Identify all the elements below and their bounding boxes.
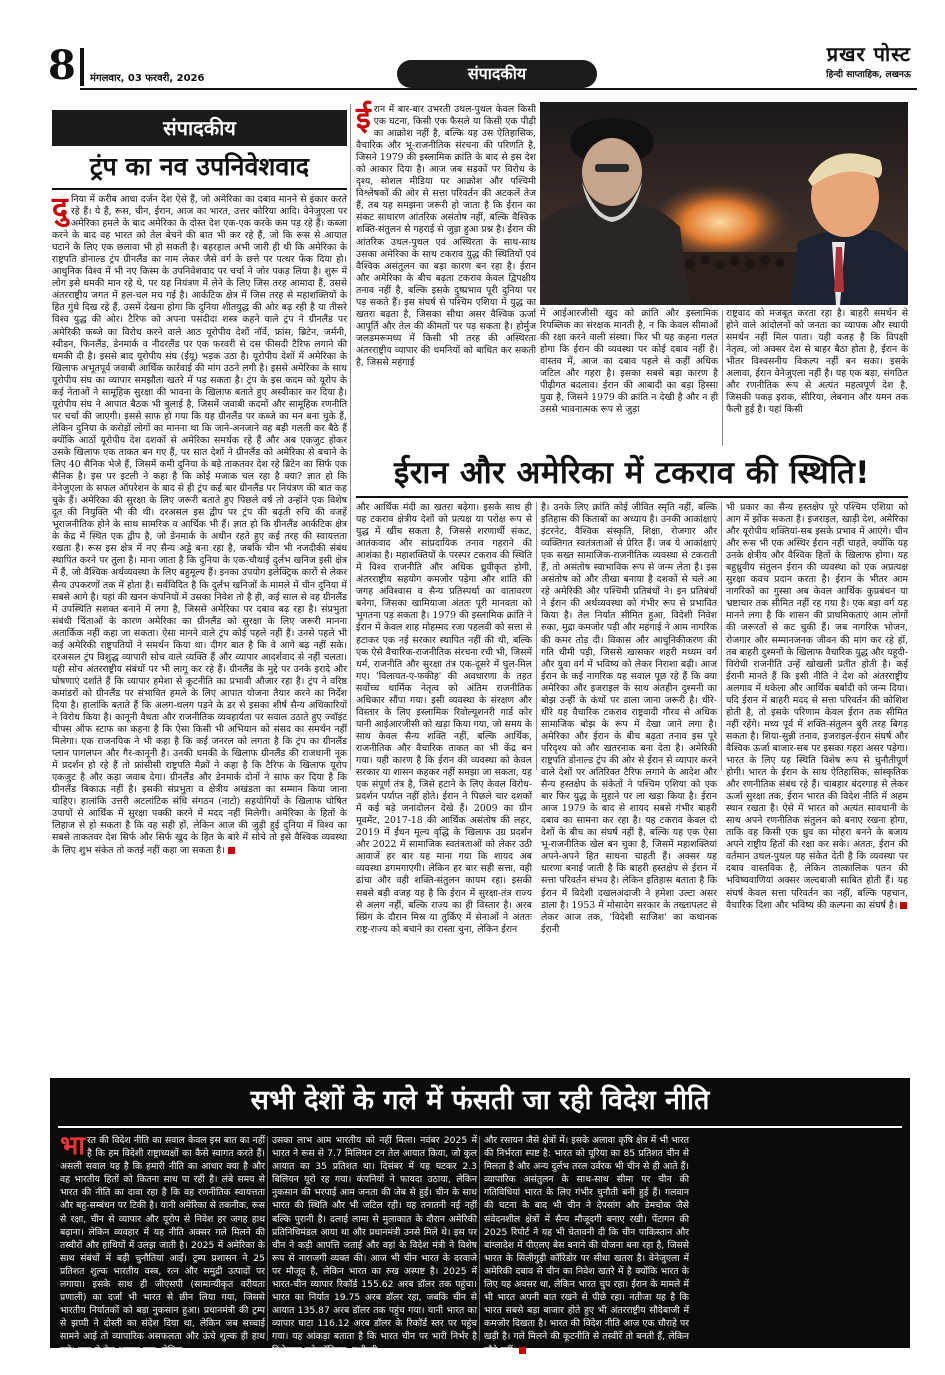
iran-headline: ईरान और अमेरिका में टकराव की स्थिति!	[394, 455, 870, 491]
foreign-policy-col3	[484, 1134, 690, 1356]
foreign-policy-col1	[60, 1131, 265, 1356]
foreign-policy-section	[50, 1078, 910, 1356]
iran-intro-text: रान में बार-बार उभरती उथल-पुथल केवल किसी एक घटना, किसी एक फैसले या किसी एक पीढ़ी का आक्रोश नहीं है, बल्कि यह उस ऐतिहासिक, वैचारिक और भू-राजनीतिक संरचना की परिणति है, जिसने 1979 की इस्लामिक क्रांति के बाद से इस देश को आकार दिया है। आज जब सड़कों पर विरोध के दृश्य, सोशल मीडिया पर आक्रोश और पश्चिमी विश्लेषकों की ओर से सत्ता परिवर्तन की अटकलें तेज हैं, तब यह समझना जरूरी हो जाता है कि ईरान का संकट साधारण आंतरिक असंतोष नहीं, बल्कि वैश्विक शक्ति-संतुलन से गहराई से जुड़ा हुआ प्रश्न है। ईरान की आंतरिक उथल-पुथल एवं अस्थिरता के साथ-साथ उसका अमेरिका के साथ टकराव युद्ध की स्थितियों एवं वैश्विक असंतुलन का बड़ा कारण बन रहा है। ईरान और अमेरिका के बीच बढ़ता टकराव केवल द्विपक्षीय तनाव नहीं है, बल्कि इसके दुष्प्रभाव पूरी दुनिया पर पड़ सकते हैं। इस संघर्ष से पश्चिम एशिया में युद्ध का खतरा बढ़ता है, जिसका सीधा असर वैश्विक ऊर्जा आपूर्ति और तेल की कीमतों पर पड़ सकता है। होर्मुज जलडमरूमध्य में किसी भी तरह की अस्थिरता अंतरराष्ट्रीय व्यापार की धमनियों को बाधित कर सकती है, जिससे महंगाई	[356, 104, 536, 368]
editorial-text: निया में करीब आधा दर्जन देश ऐसे हैं, जो अमेरिका का दबाव मानने से इंकार करते रहे हैं। ये हैं, रूस, चीन, ईरान, आज का भारत, उत्तर कोरिया आदि। वेनेजुएला पर अमेरिका हमले के बाद अमेरिका के दोस्त देश एक-एक करके कम पड़ रहे हैं। कब्जा करने के बाद वह भारत को तेल बेचने की बात भी कर रहे हैं, जो कि रूस से आयात घटाने के लिए एक छलावा भी हो सकती है। बहरहाल अभी जारी ही थी कि अमेरिका के राष्ट्रपति डोनाल्ड ट्रंप ग्रीनलैंड का नाम लेकर जैसे वर्ग के छत्ते पर पत्थर फेंक दिया हो। आधुनिक विश्व में भी नए किस्म के उपनिवेशवाद पर चर्चा ने जोर पकड़ लिया है। शुरू में लोग इसे धमकी मान रहे थे, पर यह नियंत्रण में लेने के लिए जिस तरह आमादा हैं, उससे अंतरराष्ट्रीय जगत में हल-चल मच गई है। आर्कटिक क्षेत्र में जिस तरह से महाशक्तियों के हित गुंथे दिख रहे हैं, उसमें देखना होगा कि दुनिया शीतयुद्ध की ओर बढ़ रही है या तीसरे विश्व युद्ध की ओर। टैरिफ को अपना पसंदीदा शस्त्र कहने वाले ट्रंप ने ग्रीनलैंड पर अमेरिकी कब्जे का विरोध करने वाले आठ यूरोपीय देशों नॉर्वे, फ्रांस, ब्रिटेन, जर्मनी, स्वीडन, फिनलैंड, डेनमार्क व नीदरलैंड पर एक फरवरी से दस फीसदी टैरिफ लगाने की धमकी दी है। इससे बाद यूरोपीय संघ (ईयू) भड़क उठा है। यूरोपीय देशों में अमेरिका के खिलाफ अभूतपूर्व जवाबी आर्थिक कार्रवाई की मांग उठने लगी है। इससे अमेरिका के साथ यूरोपीय संघ का व्यापार समझौता खतरे में पड़ सकता है। ट्रंप के इस कदम को यूरोप के कई नेताओं ने सामूहिक सुरक्षा की भावना के खिलाफ बताते हुए अस्वीकार कर दिया है। यूरोपीय संघ ने आपात बैठक भी बुलाई है, जिसमें जवाबी कदमों और सामूहिक रणनीति पर चर्चा की जाएगी। इससे साफ हो गया कि यह ग्रीनलैंड पर कब्जे का मन बना चुके हैं, लेकिन दुनिया के करोड़ों लोगों का मानना था कि जाने-अनजाने वह बड़ी गलती कर बैठे हैं क्योंकि आठों यूरोपीय देश दशकों से अमेरिका समर्थक रहे हैं और अब एकजुट होकर उसके खिलाफ एक ताकत बन गए हैं, पर सात देशों ने ग्रीनलैंड को अमेरिका से बचाने के लिए 40 सैनिक भेजे हैं, जिसमें कमी दुनिया के बड़े ताकतवर देश रहे ब्रिटेन का सिर्फ एक सैनिक है। इस पर इटली ने कहा है कि कोई मजाक चल रहा है क्या? ज्ञात हो कि वेनेजुएला के सफल ऑपरेशन के बाद से ही ट्रंप कई बार ग्रीनलैंड पर नियंत्रण की बात कह चुके हैं। अमेरिका की सुरक्षा के लिए जरूरी बताते हुए पिछले वर्ष तो उन्होंने एक विशेष दूत की नियुक्ति भी की थी। दरअसल इस द्वीप पर ट्रंप की बढ़ती रुचि की वजहें भूराजनीतिक होने के साथ सामरिक व आर्थिक भी हैं। ज्ञात हो कि ग्रीनलैंड आर्कटिक क्षेत्र के केंद्र में स्थित एक द्वीप है, जो डेनमार्क के अधीन रहते हुए कई तरह की स्वायत्तता रखता है। रूस इस क्षेत्र में नए सैन्य अड्डे बना रहा है, जबकि चीन भी नजदीकी संबंध स्थापित करने पर तुला है। माना जाता है कि दुनिया के एक-चौथाई दुर्लभ खनिज इसी क्षेत्र में हैं, जो वैश्विक अर्थव्यवस्था के लिए बहुमूल्य हैं। इनका उपयोग इलेक्ट्रिक कारों से लेकर सैन्य उपकरणों तक में होता है। सर्वविदित है कि दुर्लभ खनिजों के मामले में चीन दुनिया में सबसे आगे है। यहां की खनन कंपनियों में उसका निवेश तो है ही, कई साल से वह ग्रीनलैंड में उपस्थिति सशक्त बनाने में लगा है, जिससे अमेरिका पर दबाव बढ़ रहा है। संप्रभुता संबंधी चिंताओं के कारण अमेरिका का ग्रीनलैंड को सुरक्षा के लिए जरूरी मानना अतार्किक नहीं कहा जा सकता। ऐसा मानने वाले ट्रंप कोई पहले नहीं हैं। उनसे पहले भी कई अमेरिकी राष्ट्रपतियों ने समर्थन किया था। दीगर बात है कि वे आगे बढ़ नहीं सके। दरअसल ट्रंप विशुद्ध व्यापारी सोच वाले व्यक्ति हैं और व्यापार आदर्शवाद से नहीं चलता। यही सोच अंतरराष्ट्रीय संबंधों पर भी लागू कर रहे हैं। ग्रीनलैंड के मुद्दे पर उनके इरादे और घोषणाएं दर्शाते हैं कि व्यापार हमेशा से कूटनीति का प्रभावी औजार रहा है। ट्रंप ने वरिष्ठ कमांडरों को ग्रीनलैंड पर संभावित हमले के लिए आपात योजना तैयार करने का निर्देश दिया है। हालांकि बताते हैं कि अलग-थलग पड़ने के डर से इसका शीर्ष सैन्य अधिकारियों ने विरोध किया है। कानूनी वैधता और राजनीतिक व्यवहार्यता पर सवाल उठाते हुए ज्वॉइंट चीफ्स ऑफ स्टाफ का कहना है कि ऐसा किसी भी अभियान को संसद का समर्थन नहीं मिलेगा। एक राजनयिक ने भी कहा है कि कई जनरल को लगता है कि ट्रंप का ग्रीनलैंड प्लान पागलपन और गैर-कानूनी है। उनकी धमकी के खिलाफ ग्रीनलैंड की राजधानी नूक में प्रदर्शन हो रहे हैं तो फ्रांसीसी राष्ट्रपति मैक्रों ने कहा है कि टैरिफ के खिलाफ यूरोप एकजुट है और कड़ा जवाब देगा। ग्रीनलैंड और डेनमार्क दोनों ने साफ कर दिया है कि ग्रीनलैंड बिकाऊ नहीं है। इसकी संप्रभुता व क्षेत्रीय अखंडता का सम्मान किया जाना चाहिए। हालांकि उत्तरी अटलांटिक संधि संगठन (नाटो) सहयोगियों के खिलाफ घोषित उपायों से आर्थिक में सुरक्षा पक्की करने में मदद नहीं मिलेगी। अमेरिका के हितों के लिहाज से हो सकता है कि वह सही हों, लेकिन आज की जुड़ी हुई दुनिया में विश्व का सबसे ताकतवर देश सिर्फ और सिर्फ खुद के हित के बारे में सोचे तो इसे वैश्विक व्यवस्था के लिए शुभ संकेत तो कतई नहीं कहा जा सकता है।	[52, 194, 347, 856]
page-header	[42, 38, 917, 96]
khamenei-trump-photo	[540, 102, 908, 305]
iran-article-col4: राष्ट्रवाद को मजबूत करता रहा है। बाहरी समर्थन से होने वाले आंदोलनों को जनता का व्यापक और स्थायी समर्थन नहीं मिल पाता। यही वजह है कि विपक्षी नेतृत्व, जो अक्सर देश से बाहर बैठा होता है, ईरान के भीतर विश्वसनीय विकल्प नहीं बन सका। इसके अलावा, ईरान वेनेजुएला नहीं है। यह एक बड़ा, संगठित और रणनीतिक रूप से अत्यंत महत्वपूर्ण देश है, जिसकी पकड़ इराक, सीरिया, लेबनान और यमन तक फैली हुई है। यहां किसी	[726, 308, 908, 416]
iran-headline-rule	[356, 496, 908, 498]
fp-col1-text: रत की विदेश नीति का सवाल केवल इस बात का नहीं है कि हम विदेशी राष्ट्राध्यक्षों का कैसे स्वागत करते हैं। असली सवाल यह है कि हमारी नीति का आधार क्या है और वह भारतीय हितों को कितना साध पा रही है। लंबे समय से भारत की नीति का दावा रहा है कि वह रणनीतिक स्वायत्तता और बहु-सम्बंधन पर टिकी है। यानी अमेरिका से तकनीक, रूस से रक्षा, चीन से व्यापार और यूरोप से निवेश हर जगह हाथ बढ़ाना। लेकिन व्यवहार में यह नीति अक्सर गले मिलने की तस्वीरों और हाथियों में उलझ जाती है। 2025 में अमेरिका के साथ संबंधों में बड़ी चुनौतियां आईं। ट्रम्प प्रशासन ने 25 प्रतिशत शुल्क भारतीय वस्त्र, रत्न और समुद्री उत्पादों पर लगाया। इसके साथ ही जीएसपी (सामान्यीकृत वरीयता प्रणाली) का दर्जा भी भारत से छीन लिया गया, जिससे भारतीय निर्यातकों को बड़ा नुकसान हुआ। प्रधानमंत्री की ट्रम्प से झप्पी ने दोस्ती का संदेश दिया था, लेकिन जब सच्चाई सामने आई तो व्यापारिक असफलता और ऊंचे शुल्क ही हाथ लगे। रूस से तेल आयात बढ़ा, लेकिन	[60, 1135, 265, 1356]
end-mark-icon	[900, 902, 907, 909]
masthead	[826, 40, 911, 80]
issue-date: मंगलवार, 03 फरवरी, 2026	[90, 73, 205, 84]
column-divider	[721, 502, 722, 770]
column-divider	[267, 1136, 268, 1341]
header-divider	[80, 48, 84, 86]
brand-name: प्रखर पोस्ट	[826, 42, 911, 66]
drop-cap: भा	[60, 1131, 86, 1161]
column-divider	[536, 502, 537, 770]
column-divider	[350, 104, 351, 770]
iran-article-intro	[356, 101, 536, 444]
foreign-policy-headline: सभी देशों के गले में फंसती जा रही विदेश नीति	[250, 1085, 710, 1116]
foreign-policy-rule	[58, 1126, 902, 1128]
iran-article-col3: में आईआरजीसी खुद को क्रांति और इस्लामिक रिपब्लिक का संरक्षक मानती है, न कि केवल सीमाओं की रक्षा करने वाली संस्था। फिर भी यह कहना गलत होगा कि ईरान की व्यवस्था पर कोई दबाव नहीं है। वास्तव में, आज का दबाव पहले से कहीं अधिक जटिल और गहरा है। इसका सबसे बड़ा कारण है पीढ़ीगत बदलाव। ईरान की आबादी का बड़ा हिस्सा युवा है, जिसने 1979 की क्रांति न देखी है और न ही उससे भावनात्मक रूप से जुड़ा	[540, 308, 718, 416]
column-divider	[722, 310, 723, 446]
news-photo-illustration	[540, 102, 908, 305]
editorial-title: ट्रंप का नव उपनिवेशवाद	[89, 152, 310, 181]
iran-article-colB: है। उनके लिए क्रांति कोई जीवित स्मृति नहीं, बल्कि इतिहास की किताबों का अध्याय है। उनकी आकांक्षाएं इंटरनेट, वैश्विक संस्कृति, शिक्षा, रोजगार और व्यक्तिगत स्वतंत्रताओं से प्रेरित हैं। जब ये आकांक्षाएं एक सख्त सामाजिक-राजनीतिक व्यवस्था से टकराती हैं, तो असंतोष स्वाभाविक रूप से जन्म लेता है। इस असंतोष को और तीखा बनाया है दशकों से चले आ रहे अमेरिकी और पश्चिमी प्रतिबंधों ने। इन प्रतिबंधों ने ईरान की अर्थव्यवस्था को गंभीर रूप से प्रभावित किया है। तेल निर्यात सीमित हुआ, विदेशी निवेश रुका, मुद्रा कमजोर पड़ी और महंगाई ने आम नागरिक की कमर तोड़ दी। विकास और आधुनिकीकरण की गति धीमी पड़ी, जिससे खासकर शहरी मध्यम वर्ग और युवा वर्ग में भविष्य को लेकर निराशा बढ़ी। आज ईरान के कई नागरिक यह सवाल पूछ रहे हैं कि क्या अमेरिका और इजराइल के साथ अंतहीन दुश्मनी का बोझ उन्हीं के कंधों पर डाला जाना जरूरी है। धीरे-धीरे यह वैचारिक टकराव राष्ट्रवादी गौरव से अधिक सामाजिक बोझ के रूप में देखा जाने लगा है। अमेरिका और ईरान के बीच बढ़ता तनाव इस पूरे परिदृश्य को और खतरनाक बना देता है। अमेरिकी राष्ट्रपति डोनाल्ड ट्रंप की ओर से ईरान से व्यापार करने वाले देशों पर अतिरिक्त टैरिफ लगाने के आदेश और सैन्य हस्तक्षेप के संकेतों ने पश्चिम एशिया को एक बार फिर युद्ध के मुहाने पर ला खड़ा किया है। ईरान आज 1979 के बाद से शायद सबसे गंभीर बाहरी दबाव का सामना कर रहा है। यह टकराव केवल दो देशों के बीच का संघर्ष नहीं है, बल्कि यह एक ऐसा भू-राजनीतिक खेल बन चुका है, जिसमें महाशक्तियां अपने-अपने हित साधना चाहती हैं। अक्सर यह धारणा बनाई जाती है कि बाहरी हस्तक्षेप से ईरान में सत्ता परिवर्तन संभव है। लेकिन इतिहास बताता है कि ईरान में विदेशी दखलअंदाजी ने हमेशा उल्टा असर डाला है। 1953 में मोसादेग सरकार के तख्तापलट से लेकर आज तक, 'विदेशी साजिश' का कथानक ईरानी	[541, 502, 717, 935]
fp-col4-text: गले मिलने की कूटनीति से तस्वीरें तो बनती हैं, लेकिन सौदे नहीं।	[484, 1331, 690, 1356]
iran-article-colA: और आर्थिक मंदी का खतरा बढ़ेगा। इसके साथ ही यह टकराव क्षेत्रीय देशों को प्रत्यक्ष या परोक्ष रूप से युद्ध में खींच सकता है, जिससे शरणार्थी संकट, आतंकवाद और सांप्रदायिक तनाव गहराने की आशंका है। महाशक्तियों के परस्पर टकराव की स्थिति में विश्व राजनीति और अधिक ध्रुवीकृत होगी, अंतरराष्ट्रीय सहयोग कमजोर पड़ेगा और शांति की जगह अविश्वास व सैन्य प्रतिस्पर्धा का वातावरण बनेगा, जिसका खामियाजा अंततः पूरी मानवता को भुगतना पड़ सकता है। 1979 की इस्लामिक क्रांति ने ईरान में केवल शाह मोहम्मद रजा पहलवी को सत्ता से हटाकर एक नई सरकार स्थापित नहीं की थी, बल्कि एक ऐसे वैचारिक-राजनीतिक संरचना रची भी, जिसमें धर्म, राजनीति और सुरक्षा तंत्र एक-दूसरे में घुल-मिल गए। 'विलायत-ए-फकीह' की अवधारणा के तहत सर्वोच्च धार्मिक नेतृत्व को अंतिम राजनीतिक अधिकार सौंपा गया। इसी व्यवस्था के संरक्षण और विस्तार के लिए इस्लामिक रिवोल्यूशनरी गार्ड कोर यानी आईआरजीसी को खड़ा किया गया, जो समय के साथ केवल सैन्य शक्ति नहीं, बल्कि आर्थिक, राजनीतिक और वैचारिक ताकत का भी केंद्र बन गया। यही कारण है कि ईरान की व्यवस्था को केवल सरकार या शासन कहकर नहीं समझा जा सकता, यह एक संपूर्ण तंत्र है, जिसे हटाने के लिए केवल विरोध-प्रदर्शन पर्याप्त नहीं होते। ईरान ने पिछले चार दशकों में कई बड़े जनांदोलन देखे हैं। 2009 का ग्रीन मूवमेंट, 2017-18 की आर्थिक असंतोष की लहर, 2019 में ईंधन मूल्य वृद्धि के खिलाफ उग्र प्रदर्शन और 2022 में सामाजिक स्वतंत्रताओं को लेकर उठी आवाजें हर बार यह माना गया कि शायद अब व्यवस्था डगमगाएगी। लेकिन हर बार सही सत्ता, वही ढांचा और वही शक्ति-संतुलन कायम रहा। इसकी सबसे बड़ी वजह यह है कि ईरान में सुरक्षा-तंत्र राज्य से अलग नहीं, बल्कि राज्य का ही विस्तार है। अरब स्प्रिंग के दौरान मिस्र या तुर्किए में सेनाओं ने अंततः राष्ट्र-राज्य को बचाने का रास्ता चुना, लेकिन ईरान	[356, 502, 532, 935]
foreign-policy-col2: उसका लाभ आम भारतीय को नहीं मिला। नवंबर 2025 में भारत ने रूस से 7.7 मिलियन टन तेल आयात किया, जो कुल आयात का 35 प्रतिशत था। दिसंबर में यह घटकर 2.3 बिलियन यूरो रह गया। कंपनियों ने फायदा उठाया, लेकिन नुकसान की भरपाई आम जनता की जेब से हुई। चीन के साथ भारत की स्थिति और भी जटिल रही। यह तनातनी नई नहीं बल्कि पुरानी है। दलाई लामा से मुलाकात के दौरान अमेरिकी प्रतिनिधिमंडल आया था और प्रधानमंत्री उनसे मिले थे। इस पर चीन ने कड़ी आपत्ति जताई और वहां के विदेश मंत्री ने विशेष रूप से नाराजगी व्यक्त की। आज भी चीन भारत के दरवाजे पर मौजूद है, लेकिन भारत का रुख अस्पष्ट है। 2025 में भारत-चीन व्यापार रिकॉर्ड 155.62 अरब डॉलर तक पहुंचा। भारत का निर्यात 19.75 अरब डॉलर रहा, जबकि चीन से आयात 135.87 अरब डॉलर तक पहुंच गया। यानी भारत का व्यापार घाटा 116.12 अरब डॉलर के रिकॉर्ड स्तर पर पहुंच गया। यह आंकड़ा बताता है कि भारत चीन पर भारी निर्भर है विशेषकर इलेक्ट्रॉनिक्स, मशीनरी	[272, 1135, 477, 1356]
iran-article-colC	[726, 502, 908, 911]
header-rule	[80, 88, 917, 90]
drop-cap: दु	[52, 191, 68, 226]
end-mark-icon	[228, 847, 235, 854]
brand-tagline: हिन्दी साप्ताहिक, लखनऊ	[826, 70, 911, 80]
editorial-body	[52, 191, 347, 856]
editorial-title-rule	[52, 188, 347, 190]
iran-colC-text: भी प्रकार का सैन्य हस्तक्षेप पूरे पश्चिम एशिया को आग में झोंक सकता है। इजराइल, खाड़ी देश, अमेरिका और यूरोपीय शक्तियां-सब इसके प्रभाव में आएंगे। चीन और रूस भी एक अस्थिर ईरान नहीं चाहते, क्योंकि यह उनके क्षेत्रीय और वैश्विक हितों के खिलाफ होगा। यह बहुध्रुवीय संतुलन ईरान की व्यवस्था को एक अप्रत्यक्ष सुरक्षा कवच प्रदान करता है। ईरान के भीतर आम नागरिकों का गुस्सा अब केवल आर्थिक कुप्रबंधन या भ्रष्टाचार तक सीमित नहीं रह गया है। एक बड़ा वर्ग यह मानने लगा है कि शासन की प्राथमिकताएं आम लोगों की जरूरतों से कट चुकी हैं। जब नागरिक भोजन, रोजगार और सम्मानजनक जीवन की मांग कर रहे हों, तब बाहरी दुश्मनों के खिलाफ वैचारिक युद्ध और यहूदी-विरोधी राजनीति उन्हें खोखली प्रतीत होती है। कई ईरानी मानते हैं कि इसी नीति ने देश को अंतरराष्ट्रीय अलगाव में धकेला और आर्थिक बर्बादी को जन्म दिया। यदि ईरान में बाहरी मदद से सत्ता परिवर्तन की कोशिश होती है, तो इसके परिणाम केवल ईरान तक सीमित नहीं रहेंगे। मध्य पूर्व में शक्ति-संतुलन बुरी तरह बिगड़ सकता है। शिया-सुन्नी तनाव, इजराइल-ईरान संघर्ष और वैश्विक ऊर्जा बाजार-सब पर इसका गहरा असर पड़ेगा। भारत के लिए यह स्थिति विशेष रूप से चुनौतीपूर्ण होगी। भारत के ईरान के साथ ऐतिहासिक, सांस्कृतिक और रणनीतिक संबंध रहे हैं। चाबहार बंदरगाह से लेकर ऊर्जा सुरक्षा तक, ईरान भारत की विदेश नीति में अहम स्थान रखता है। ऐसे में भारत को अत्यंत सावधानी के साथ अपने रणनीतिक संतुलन को बनाए रखना होगा, ताकि वह किसी एक ध्रुव का मोहरा बनने के बजाय अपने राष्ट्रीय हितों की रक्षा कर सके। अंततः, ईरान की वर्तमान उथल-पुथल यह संकेत देती है कि व्यवस्था पर दबाव वास्तविक है, लेकिन तात्कालिक पतन की भविष्यवाणियां अक्सर जल्दबाजी साबित होती हैं। यह संघर्ष केवल सत्ता परिवर्तन का नहीं, बल्कि पहचान, वैचारिक दिशा और भविष्य की कल्पना का संघर्ष है।	[726, 502, 908, 911]
column-divider	[479, 1136, 480, 1341]
fp-col3-text: और रसायन जैसे क्षेत्रों में। इसके अलावा कृषि क्षेत्र में भी भारत की निर्भरता स्पष्ट है: भारत को यूरिया का 85 प्रतिशत चीन से मिलता है और अन्य दुर्लभ तरल उर्वरक भी चीन से ही आते हैं। व्यापारिक असंतुलन के साथ-साथ सीमा पर चीन की गतिविधियां भारत के लिए गंभीर चुनौती बनी हुई हैं। गलवान की घटना के बाद भी चीन ने देपसांग और डेमचोक जैसे संवेदनशील क्षेत्रों में सैन्य मौजूदगी बनाए रखी। पेंटागन की 2025 रिपोर्ट ने यह भी चेतावनी दी कि चीन पाकिस्तान और बांग्लादेश में पीएलए बेस बनाने की योजना बना रहा है, जिससे भारत के सिलीगुड़ी कॉरिडोर पर सीधा खतरा है। वेनेजुएला में अमेरिकी दबाव से चीन का निवेश खतरे में है क्योंकि भारत के लिए यह अवसर था, लेकिन भारत चुप रहा। ईरान के मामले में भी भारत अपनी बात रखने से पीछे रहा। नतीजा यह है कि भारत सबसे बड़ा बाजार होते हुए भी अंतरराष्ट्रीय सौदेबाजी में कमजोर दिखता है। भारत की विदेश नीति आज एक चौराहे पर खड़ी है।	[484, 1135, 689, 1343]
drop-cap: ई	[356, 101, 371, 136]
editorial-label: संपादकीय	[52, 110, 347, 146]
page-number: 8	[48, 42, 76, 89]
section-label: संपादकीय	[397, 60, 597, 88]
end-mark-icon	[519, 1347, 526, 1354]
